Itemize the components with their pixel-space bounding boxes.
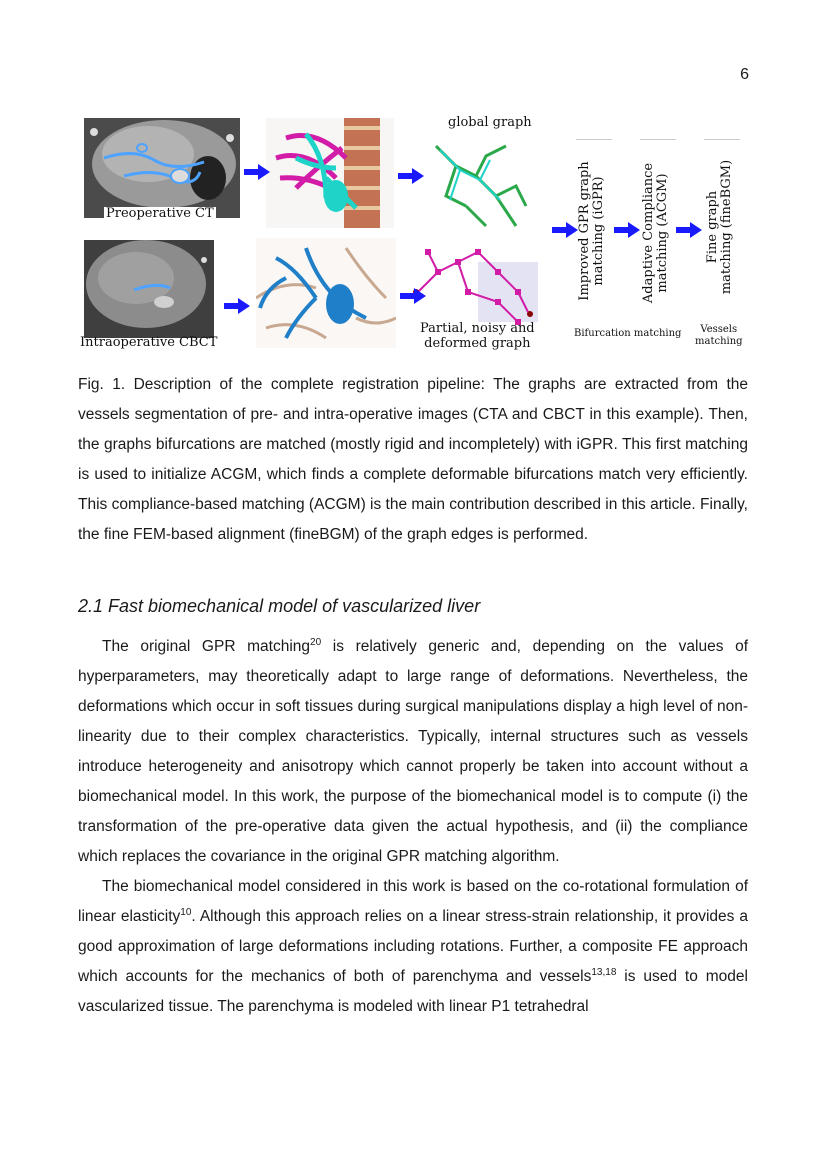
divider xyxy=(576,139,612,140)
intraoperative-label: Intraoperative CBCT xyxy=(80,335,218,350)
finebgm-stage-label xyxy=(706,152,734,302)
global-graph-label: global graph xyxy=(448,115,532,130)
pipeline-figure xyxy=(78,112,750,358)
divider xyxy=(640,139,676,140)
acgm-line1: Adaptive Compliance xyxy=(641,162,656,304)
preoperative-label: Preoperative CT xyxy=(106,206,214,221)
vessels-line2: matching xyxy=(695,335,743,347)
partial-graph-label-line1: Partial, noisy and xyxy=(420,321,535,336)
igpr-line2: matching (iGPR) xyxy=(591,176,606,286)
p1-text-a: The original GPR matching xyxy=(102,638,311,655)
p2-text-c: is used to model vascularized tissue. The parenchyma is modeled with linear P1 tetrahedral xyxy=(78,968,748,1015)
igpr-stage-label xyxy=(578,156,606,306)
partial-graph-label-line2: deformed graph xyxy=(424,335,531,351)
acgm-line2: matching (ACGM) xyxy=(655,173,670,293)
igpr-line1: Improved GPR graph xyxy=(577,161,592,301)
paragraph-1 xyxy=(78,632,748,872)
global-graph-image xyxy=(426,136,536,238)
arrow-right-icon xyxy=(398,168,424,184)
bifurcation-matching-label: Bifurcation matching xyxy=(574,328,682,339)
finebgm-line1: Fine graph xyxy=(705,190,720,264)
citation: 13,18 xyxy=(591,966,617,978)
intraoperative-3d-render xyxy=(256,238,396,348)
finebgm-line2: matching (fineBGM) xyxy=(719,159,734,295)
citation: 10 xyxy=(180,906,192,918)
citation: 20 xyxy=(310,636,322,648)
arrow-right-icon xyxy=(224,298,250,314)
vessels-line1: Vessels xyxy=(700,324,738,335)
section-title: 2.1 Fast biomechanical model of vascularized liver xyxy=(78,596,481,616)
acgm-stage-label xyxy=(642,158,670,308)
divider xyxy=(704,139,740,140)
p1-text-b: is relatively generic and, depending on the values of hyperparameters, may theoretically adapt to large range of deformations. Nevertheless, the deformations which occur in soft tissues during surgical manipulations display a high level of non-linearity due to their complex characteristics. Typically, internal structures such as vessels introduce heterogeneity and anisotropy which cannot properly be taken into account without a biomechanical model. In this work, the purpose of the biomechanical model is to compute (i) the transformation of the pre-operative data given the actual hypothesis, and (ii) the compliance which replaces the covariance in the original GPR matching algorithm. xyxy=(78,638,748,865)
figure-caption: Fig. 1. Description of the complete registration pipeline: The graphs are extracted from the vessels segmentation of pre- and intra-operative images (CTA and CBCT in this example). Then, the graphs bifurcations are matched (mostly rigid and incompletely) with iGPR. This first matching is used to initialize ACGM, which finds a complete deformable bifurcations match very efficiently. This compliance-based matching (ACGM) is the main contribution described in this article. Finally, the fine FEM-based alignment (fineBGM) of the graph edges is performed. xyxy=(78,376,748,543)
page-number: 6 xyxy=(740,66,749,83)
paragraph-2 xyxy=(78,872,748,1022)
p2-text-a: The biomechanical model considered in this work is based on the co-rotational formulation of linear elasticity xyxy=(78,878,748,925)
arrow-right-icon xyxy=(552,222,578,238)
arrow-right-icon xyxy=(244,164,270,180)
p2-text-b: . Although this approach relies on a linear stress-strain relationship, it provides a good approximation of large deformations including rotations. Further, a composite FE approach which accounts for the mechanics of both of parenchyma and vessels xyxy=(78,908,748,985)
preoperative-ct-image xyxy=(84,118,240,218)
arrow-right-icon xyxy=(400,288,426,304)
arrow-right-icon xyxy=(676,222,702,238)
vessels-matching-label xyxy=(695,324,743,347)
partial-graph-label xyxy=(420,322,535,352)
intraoperative-cbct-image xyxy=(84,240,214,338)
preoperative-3d-render xyxy=(266,118,394,228)
arrow-right-icon xyxy=(614,222,640,238)
